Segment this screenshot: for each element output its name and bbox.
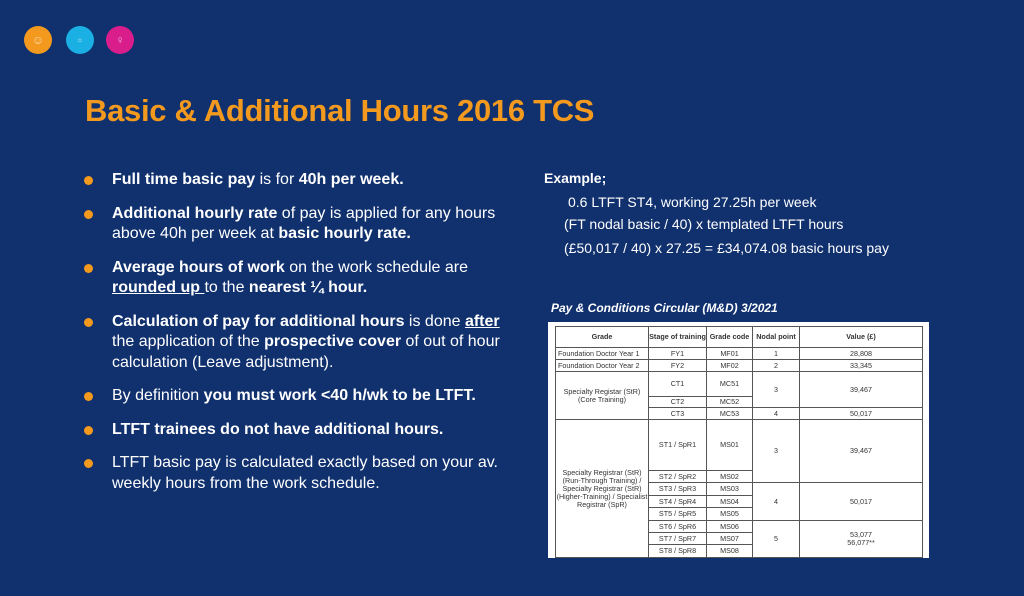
cell: 3 bbox=[753, 420, 800, 483]
example-line: (£50,017 / 40) x 27.25 = £34,074.08 basic hours pay bbox=[564, 240, 889, 256]
cell: ST6 / SpR6 bbox=[649, 521, 707, 533]
cell: 50,017 bbox=[800, 483, 923, 521]
cell: 2 bbox=[753, 360, 800, 372]
cell: 5 bbox=[753, 521, 800, 558]
table-row bbox=[556, 372, 923, 397]
cell: MC53 bbox=[707, 408, 753, 420]
pay-table bbox=[548, 322, 929, 558]
cell: CT3 bbox=[649, 408, 707, 420]
cell: ST7 / SpR7 bbox=[649, 533, 707, 545]
cell: ST8 / SpR8 bbox=[649, 545, 707, 558]
example-line: 0.6 LTFT ST4, working 27.25h per week bbox=[568, 194, 817, 210]
cell: 50,017 bbox=[800, 408, 923, 420]
cell: 4 bbox=[753, 483, 800, 521]
cell: 4 bbox=[753, 408, 800, 420]
cell: ST3 / SpR3 bbox=[649, 483, 707, 496]
cell: Foundation Doctor Year 2 bbox=[556, 360, 649, 372]
cell: ST2 / SpR2 bbox=[649, 471, 707, 483]
example-line: (FT nodal basic / 40) x templated LTFT hours bbox=[564, 216, 844, 232]
cell: Foundation Doctor Year 1 bbox=[556, 348, 649, 360]
cell: ST5 / SpR5 bbox=[649, 508, 707, 521]
table-caption: Pay & Conditions Circular (M&D) 3/2021 bbox=[551, 301, 778, 315]
cell: ST1 / SpR1 bbox=[649, 420, 707, 471]
cell: FY2 bbox=[649, 360, 707, 372]
cell: Specialty Registrar (StR) (Run-Through Training) / Specialty Registrar (StR) (Higher-Training) / Specialist Registrar (SpR) bbox=[556, 420, 649, 558]
slide-title: Basic & Additional Hours 2016 TCS bbox=[85, 93, 595, 128]
cell: MF01 bbox=[707, 348, 753, 360]
cell: ST4 / SpR4 bbox=[649, 496, 707, 508]
bullet-list bbox=[84, 170, 514, 507]
cell: 39,467 bbox=[800, 372, 923, 408]
document-icon: ▫ bbox=[66, 26, 94, 54]
cell: MS08 bbox=[707, 545, 753, 558]
bullet-item: Additional hourly rate of pay is applied for any hours above 40h per week at basic hourly rate. bbox=[84, 204, 514, 245]
col-header: Nodal point bbox=[753, 327, 800, 348]
cell: MS02 bbox=[707, 471, 753, 483]
cell: MS06 bbox=[707, 521, 753, 533]
cell: 39,467 bbox=[800, 420, 923, 483]
bullet-item: Average hours of work on the work schedule are rounded up to the nearest ¼ hour. bbox=[84, 258, 514, 299]
cell: 33,345 bbox=[800, 360, 923, 372]
cell: CT1 bbox=[649, 372, 707, 397]
col-header: Grade bbox=[556, 327, 649, 348]
cell: 3 bbox=[753, 372, 800, 408]
table-header-row bbox=[556, 327, 923, 348]
cell: 53,077 56,077** bbox=[800, 521, 923, 558]
cell: CT2 bbox=[649, 397, 707, 408]
bullet-item: LTFT basic pay is calculated exactly based on your av. weekly hours from the work schedule. bbox=[84, 453, 514, 494]
bullet-item: Full time basic pay is for 40h per week. bbox=[84, 170, 514, 191]
cell: MC52 bbox=[707, 397, 753, 408]
cell: MS03 bbox=[707, 483, 753, 496]
cell: MC51 bbox=[707, 372, 753, 397]
cell: 1 bbox=[753, 348, 800, 360]
cell: FY1 bbox=[649, 348, 707, 360]
cell: MS01 bbox=[707, 420, 753, 471]
cell: MS07 bbox=[707, 533, 753, 545]
cell: MS05 bbox=[707, 508, 753, 521]
table-row bbox=[556, 420, 923, 471]
col-header: Grade code bbox=[707, 327, 753, 348]
cell: Specialty Registar (StR) (Core Training) bbox=[556, 372, 649, 420]
cell: MF02 bbox=[707, 360, 753, 372]
col-header: Value (£) bbox=[800, 327, 923, 348]
cell: 28,808 bbox=[800, 348, 923, 360]
example-label: Example; bbox=[544, 170, 607, 186]
bullet-item: LTFT trainees do not have additional hours. bbox=[84, 420, 514, 441]
col-header: Stage of training bbox=[649, 327, 707, 348]
table-row bbox=[556, 348, 923, 360]
bullet-item: By definition you must work <40 h/wk to be LTFT. bbox=[84, 386, 514, 407]
person-icon: ♀ bbox=[106, 26, 134, 54]
bullet-item: Calculation of pay for additional hours is done after the application of the prospective cover of out of hour calculation (Leave adjustment). bbox=[84, 312, 514, 374]
cell: MS04 bbox=[707, 496, 753, 508]
table-row bbox=[556, 360, 923, 372]
people-icon: ☺ bbox=[24, 26, 52, 54]
